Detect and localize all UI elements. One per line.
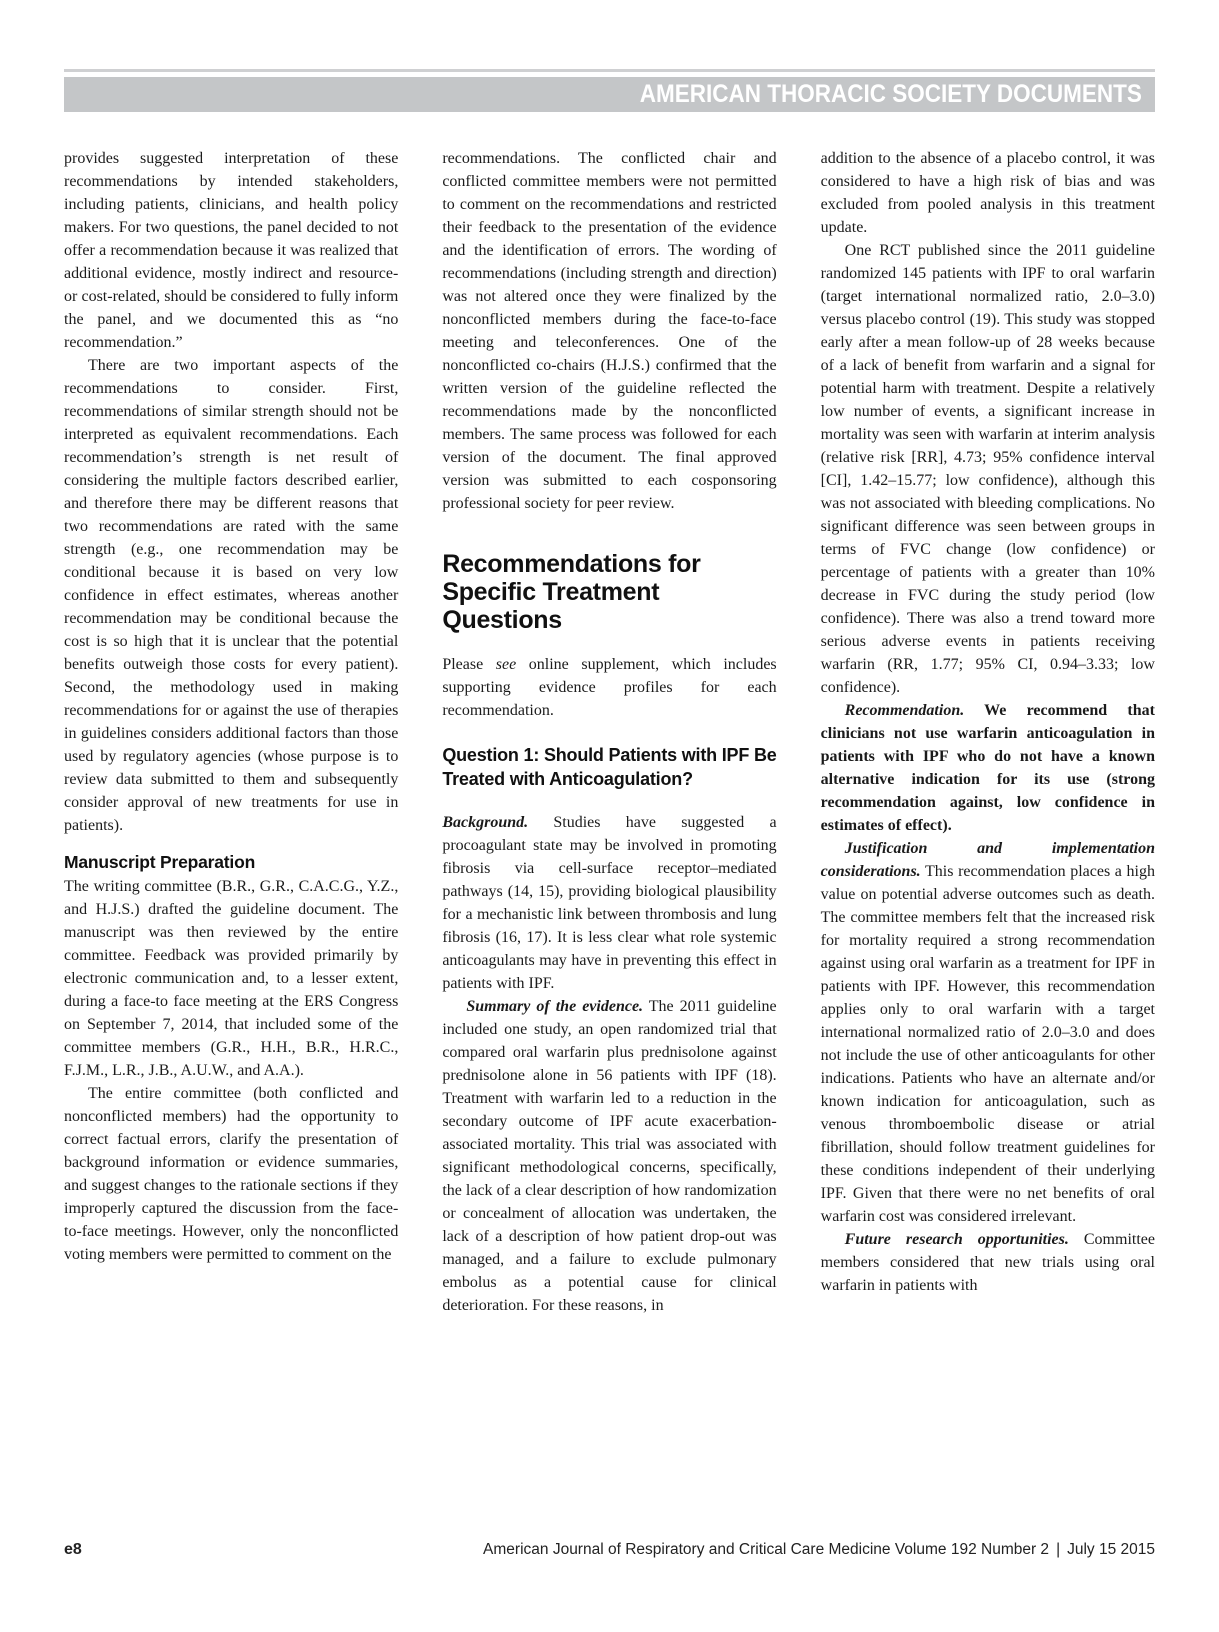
future-research-lead: Future research opportunities. xyxy=(844,1231,1069,1248)
background-text: Studies have suggested a procoagulant state may be involved in promoting fibrosis via cell-surface receptor–mediated pathways (14, 15), providing biological plausibility for a mechanistic link between thrombosis and lung fibrosis (16, 17). It is less clear what role systemic anticoagulants may have in preventing this effect in patients with IPF. xyxy=(442,814,777,992)
journal-citation-text: American Journal of Respiratory and Critical Care Medicine Volume 192 Number 2 xyxy=(483,1541,1050,1558)
paragraph-background xyxy=(442,811,776,995)
paragraph-justification xyxy=(821,837,1155,1228)
paragraph-placebo-continuation: addition to the absence of a placebo control, it was considered to have a high risk of bias and was excluded from pooled analysis in this treatment update. xyxy=(820,150,1155,236)
paragraph-two-important-aspects: There are two important aspects of the recommendations to consider. First, recommendations of similar strength should not be interpreted as equivalent recommendations. Each recommendation’s strength is net result of considering the multiple factors described earlier, and therefore there may be different reasons that two recommendations are rated with the same strength (e.g., one recommendation may be conditional because it is based on very low confidence in effect estimates, whereas another recommendation may be conditional because the cost is so high that it is unclear that the potential benefits outweigh those costs for every patient). Second, the methodology used in making recommendations for or against the use of therapies in guidelines considers additional factors than those used by regulatory agencies (whose purpose is to review data submitted to them and subsequently consider approval of new treatments for use in patients). xyxy=(64,357,399,834)
article-body xyxy=(64,147,1155,1531)
paragraph-interpretation-continuation: provides suggested interpretation of these recommendations by intended stakeholders, including patients, clinicians, and health policy makers. For two questions, the panel decided to not offer a recommendation because it was realized that additional evidence, mostly indirect and resource- or cost-related, should be considered to fully inform the panel, and we documented this as “no recommendation.” xyxy=(64,150,399,351)
journal-citation xyxy=(483,1541,1155,1559)
heading-recommendations-specific-treatment: Recommendations for Specific Treatment Questions xyxy=(442,550,701,634)
recommendation-bold-text: We recommend that clinicians not use warfarin anticoagulation in patients with IPF who do not have a known alternative indication for its use (strong recommendation against, low confidence in estimates of effect). xyxy=(820,702,1155,834)
heading-question-1: Question 1: Should Patients with IPF Be Treated with Anticoagulation? xyxy=(442,745,777,789)
paragraph-writing-committee: The writing committee (B.R., G.R., C.A.C.G., Y.Z., and H.J.S.) drafted the guideline document. The manuscript was then reviewed by the entire committee. Feedback was provided primarily by electronic communication and, to a lesser extent, during a face-to face meeting at the ERS Congress on September 7, 2014, that included some of the committee members (G.R., H.H., B.R., H.R.C., F.J.M., L.R., J.B., A.U.W., and A.A.). xyxy=(64,878,399,1079)
paragraph-future-research xyxy=(821,1228,1155,1297)
page-number: e8 xyxy=(64,1541,82,1558)
paragraph-entire-committee: The entire committee (both conflicted and nonconflicted members) had the opportunity to correct factual errors, clarify the presentation of background information or evidence summaries, and suggest changes to the rationale sections if they improperly captured the discussion from the face-to-face meetings. However, only the nonconflicted voting members were permitted to comment on the xyxy=(64,1085,399,1263)
summary-text: The 2011 guideline included one study, an open randomized trial that compared oral warfarin plus prednisolone against prednisolone alone in 56 patients with IPF (18). Treatment with warfarin led to a reduction in the secondary outcome of IPF acute exacerbation-associated mortality. This trial was associated with significant methodological concerns, specifically, the lack of a clear description of how randomization or concealment of allocation was undertaken, the lack of a description of how patient drop-out was managed, and a failure to exclude pulmonary embolus as a potential cause for clinical deterioration. For these reasons, in xyxy=(442,998,777,1314)
paragraph-summary-of-evidence xyxy=(442,995,776,1317)
supplement-see-italic: see xyxy=(495,656,517,673)
page-header xyxy=(64,69,1155,112)
summary-lead: Summary of the evidence. xyxy=(466,998,644,1015)
column-2 xyxy=(442,147,776,1531)
page-footer xyxy=(64,1541,1155,1559)
recommendation-lead: Recommendation. xyxy=(844,702,965,719)
background-lead: Background. xyxy=(442,814,529,831)
column-3 xyxy=(821,147,1155,1531)
supplement-text-pre: Please xyxy=(442,656,496,673)
future-research-text: Committee members considered that new trials using oral warfarin in patients with xyxy=(820,1231,1155,1294)
society-banner xyxy=(64,77,1155,112)
header-top-rule xyxy=(64,69,1155,72)
banner-title: AMERICAN THORACIC SOCIETY DOCUMENTS xyxy=(639,80,1142,108)
journal-citation-date: July 15 2015 xyxy=(1067,1541,1155,1558)
paragraph-recommendation xyxy=(821,699,1155,837)
supplement-text-post: online supplement, which includes supporting evidence profiles for each recommendation. xyxy=(442,656,777,719)
paragraph-one-rct: One RCT published since the 2011 guideline randomized 145 patients with IPF to oral warfarin (target international normalized ratio, 2.0–3.0) versus placebo control (19). This study was stopped early after a mean follow-up of 28 weeks because of a lack of benefit from warfarin and a signal for potential harm with treatment. Despite a relatively low number of events, a significant increase in mortality was seen with warfarin at interim analysis (relative risk [RR], 4.73; 95% confidence interval [CI], 1.42–15.77; low confidence), although this was not associated with bleeding complications. No significant difference was seen between groups in terms of FVC change (low confidence) or percentage of patients with a greater than 10% decrease in FVC during the study period (low confidence). There was also a trend toward more serious adverse events in patients receiving warfarin (RR, 1.77; 95% CI, 0.94–3.33; low confidence). xyxy=(820,242,1155,696)
column-1 xyxy=(64,147,398,1531)
heading-manuscript-preparation: Manuscript Preparation xyxy=(64,852,256,872)
footer-separator-bar: | xyxy=(1056,1541,1061,1558)
justification-text: This recommendation places a high value on potential adverse outcomes such as death. The committee members felt that the increased risk for mortality required a strong recommendation against using oral warfarin as a treatment for IPF in patients with IPF. However, this recommendation applies only to oral warfarin with a target international normalized ratio of 2.0–3.0 and does not include the use of other anticoagulants for other indications. Patients who have an alternate and/or known indication for anticoagulation, such as venous thromboembolic disease or atrial fibrillation, should follow treatment guidelines for these conditions independent of their underlying IPF. Given that there were no net benefits of oral warfarin cost was considered irrelevant. xyxy=(820,863,1155,1225)
paragraph-online-supplement xyxy=(442,653,776,722)
paragraph-conflicted-chair: recommendations. The conflicted chair and conflicted committee members were not permitted to comment on the recommendations and restricted their feedback to the presentation of the evidence and the identification of errors. The wording of recommendations (including strength and direction) was not altered once they were finalized by the nonconflicted members during the face-to-face meeting and teleconferences. One of the nonconflicted co-chairs (H.J.S.) confirmed that the written version of the guideline reflected the recommendations made by the nonconflicted members. The same process was followed for each version of the document. The final approved version was submitted to each cosponsoring professional society for peer review. xyxy=(442,150,777,512)
justification-lead: Justification and implementation considerations. xyxy=(820,840,1155,880)
